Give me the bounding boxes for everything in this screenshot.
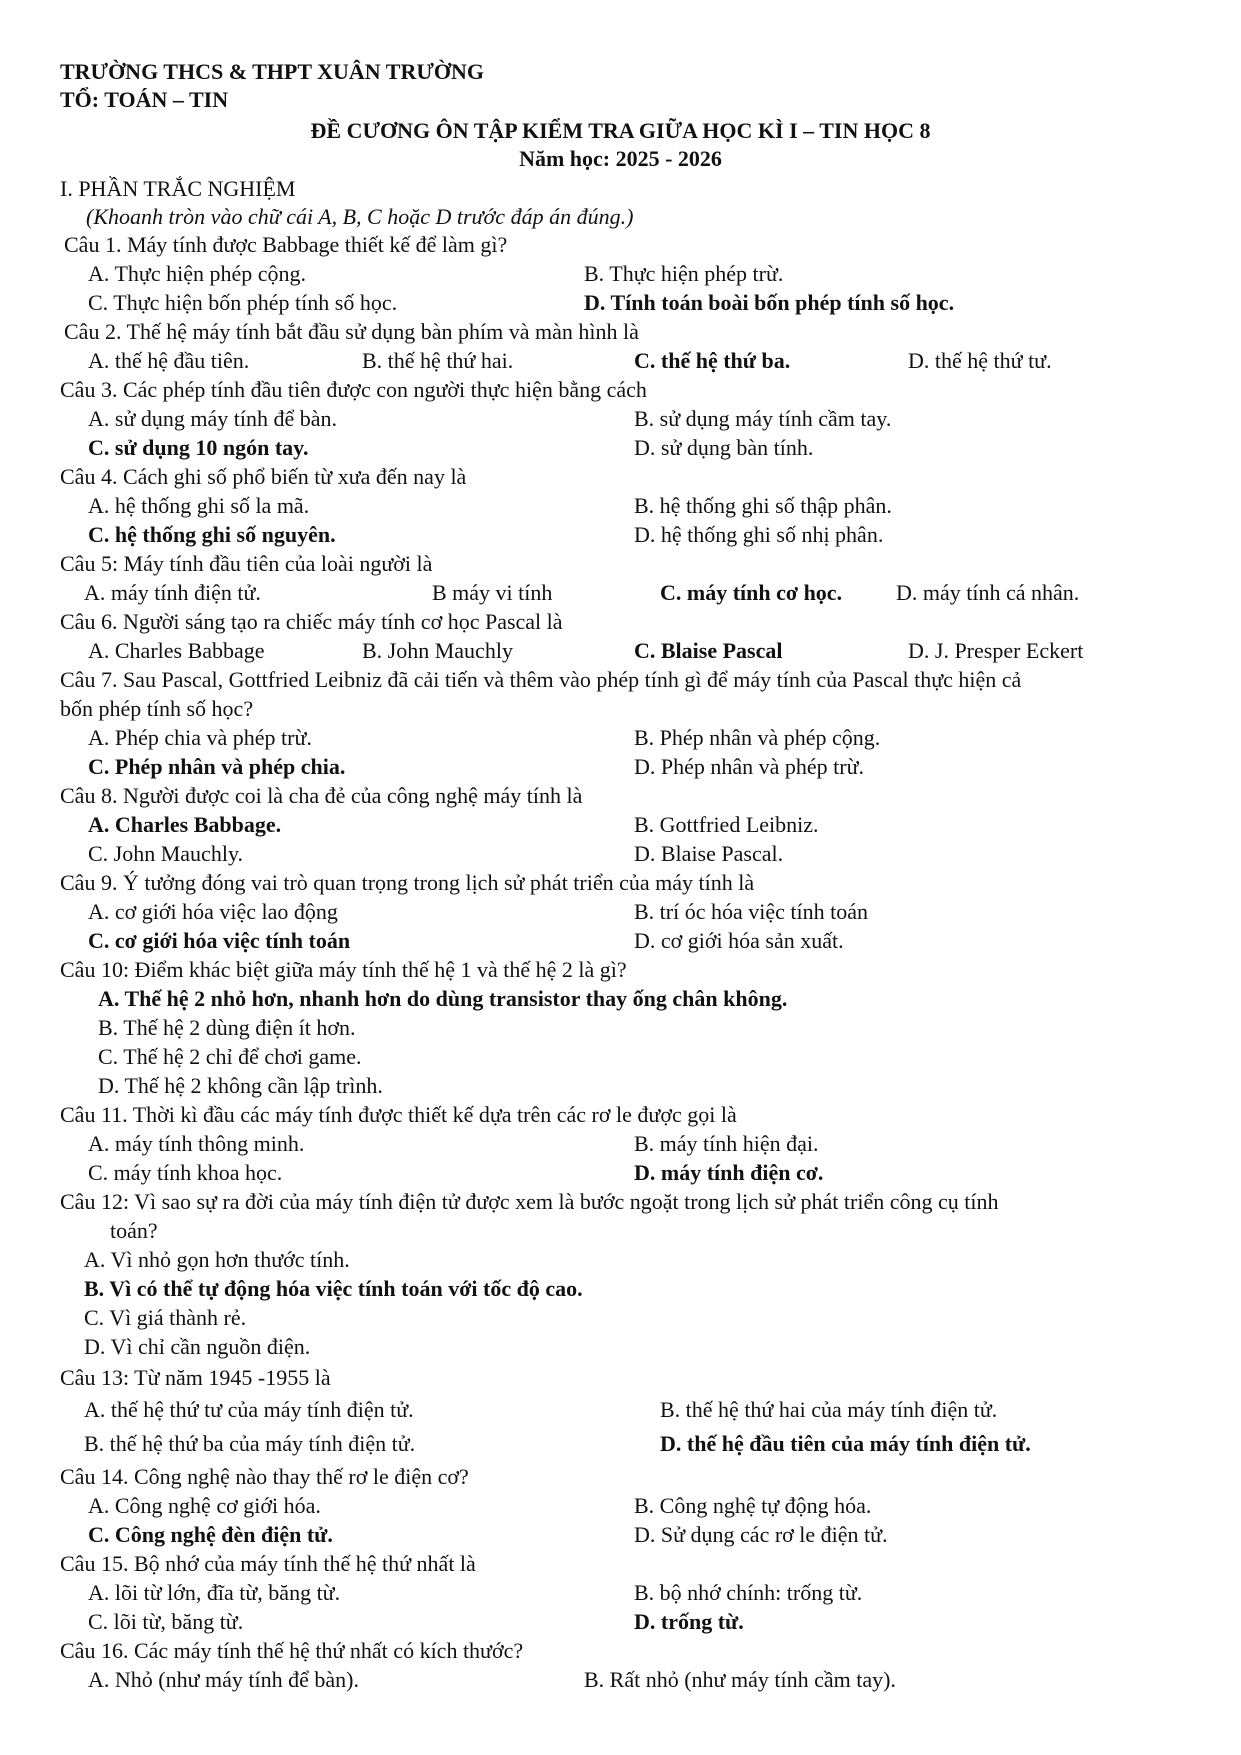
- q3-option-d: D. sử dụng bàn tính.: [634, 435, 814, 460]
- q8-option-d: D. Blaise Pascal.: [634, 841, 784, 866]
- q7-option-b: B. Phép nhân và phép cộng.: [634, 725, 881, 750]
- q13-option-a: A. thế hệ thứ tư của máy tính điện tử.: [84, 1397, 414, 1422]
- q1-option-b: B. Thực hiện phép trừ.: [584, 261, 784, 286]
- document-title: ĐỀ CƯƠNG ÔN TẬP KIỂM TRA GIỮA HỌC KÌ I – TIN HỌC 8: [310, 118, 931, 143]
- q10-option-b: B. Thế hệ 2 dùng điện ít hơn.: [98, 1015, 356, 1040]
- q13-option-d: D. thế hệ đầu tiên của máy tính điện tử.: [660, 1431, 1031, 1456]
- q6-option-a: A. Charles Babbage: [88, 638, 265, 663]
- question-16: Câu 16. Các máy tính thế hệ thứ nhất có kích thước?: [60, 1638, 524, 1663]
- question-1: Câu 1. Máy tính được Babbage thiết kế để làm gì?: [64, 232, 508, 257]
- q14-option-b: B. Công nghệ tự động hóa.: [634, 1493, 872, 1518]
- q14-option-c: C. Công nghệ đèn điện tử.: [88, 1522, 333, 1547]
- question-14: Câu 14. Công nghệ nào thay thế rơ le điện cơ?: [60, 1464, 469, 1489]
- question-5: Câu 5: Máy tính đầu tiên của loài người là: [60, 551, 433, 576]
- q12-option-d: D. Vì chỉ cần nguồn điện.: [84, 1334, 311, 1359]
- q7-option-c: C. Phép nhân và phép chia.: [88, 754, 346, 779]
- q9-option-d: D. cơ giới hóa sản xuất.: [634, 928, 844, 953]
- q12-option-a: A. Vì nhỏ gọn hơn thước tính.: [84, 1247, 350, 1272]
- department: TỔ: TOÁN – TIN: [60, 87, 229, 112]
- q4-option-b: B. hệ thống ghi số thập phân.: [634, 493, 892, 518]
- q1-option-a: A. Thực hiện phép cộng.: [88, 261, 307, 286]
- q2-option-c: C. thế hệ thứ ba.: [634, 348, 791, 373]
- q2-option-b: B. thế hệ thứ hai.: [362, 348, 514, 373]
- question-11: Câu 11. Thời kì đầu các máy tính được thiết kế dựa trên các rơ le được gọi là: [60, 1102, 737, 1127]
- q9-option-b: B. trí óc hóa việc tính toán: [634, 899, 868, 924]
- question-7: Câu 7. Sau Pascal, Gottfried Leibniz đã cải tiến và thêm vào phép tính gì để máy tính của Pascal thực hiện cả: [60, 667, 1022, 692]
- q4-option-d: D. hệ thống ghi số nhị phân.: [634, 522, 884, 547]
- q1-option-d: D. Tính toán boài bốn phép tính số học.: [584, 290, 955, 315]
- q3-option-c: C. sử dụng 10 ngón tay.: [88, 435, 309, 460]
- q5-option-a: A. máy tính điện tử.: [84, 580, 261, 605]
- q10-option-a: A. Thế hệ 2 nhỏ hơn, nhanh hơn do dùng transistor thay ống chân không.: [98, 986, 788, 1011]
- q1-option-c: C. Thực hiện bốn phép tính số học.: [88, 290, 398, 315]
- question-3: Câu 3. Các phép tính đầu tiên được con người thực hiện bằng cách: [60, 377, 647, 402]
- q5-option-d: D. máy tính cá nhân.: [896, 580, 1080, 605]
- q11-option-d: D. máy tính điện cơ.: [634, 1160, 824, 1185]
- q16-option-b: B. Rất nhỏ (như máy tính cầm tay).: [584, 1667, 896, 1692]
- q11-option-c: C. máy tính khoa học.: [88, 1160, 283, 1185]
- q13-option-c: B. thế hệ thứ ba của máy tính điện tử.: [84, 1431, 416, 1456]
- q5-option-c: C. máy tính cơ học.: [660, 580, 843, 605]
- question-8: Câu 8. Người được coi là cha đẻ của công nghệ máy tính là: [60, 783, 583, 808]
- q3-option-a: A. sử dụng máy tính để bàn.: [88, 406, 338, 431]
- q15-option-d: D. trống từ.: [634, 1609, 744, 1634]
- section-title: I. PHẦN TRẮC NGHIỆM: [60, 176, 296, 201]
- q12-option-b: B. Vì có thể tự động hóa việc tính toán với tốc độ cao.: [84, 1276, 583, 1301]
- q7-option-a: A. Phép chia và phép trừ.: [88, 725, 312, 750]
- question-12: Câu 12: Vì sao sự ra đời của máy tính điện tử được xem là bước ngoặt trong lịch sử phát triển công cụ tính: [60, 1189, 999, 1214]
- q6-option-b: B. John Mauchly: [362, 638, 513, 663]
- question-13: Câu 13: Từ năm 1945 -1955 là: [60, 1365, 331, 1390]
- question-10: Câu 10: Điểm khác biệt giữa máy tính thế hệ 1 và thế hệ 2 là gì?: [60, 957, 627, 982]
- q15-option-b: B. bộ nhớ chính: trống từ.: [634, 1580, 863, 1605]
- q14-option-d: D. Sử dụng các rơ le điện tử.: [634, 1522, 888, 1547]
- q15-option-c: C. lõi từ, băng từ.: [88, 1609, 244, 1634]
- question-4: Câu 4. Cách ghi số phổ biến từ xưa đến nay là: [60, 464, 467, 489]
- q8-option-a: A. Charles Babbage.: [88, 812, 282, 837]
- question-15: Câu 15. Bộ nhớ của máy tính thế hệ thứ nhất là: [60, 1551, 476, 1576]
- q10-option-c: C. Thế hệ 2 chỉ để chơi game.: [98, 1044, 362, 1069]
- q8-option-c: C. John Mauchly.: [88, 841, 244, 866]
- question-12-continued: toán?: [110, 1218, 158, 1243]
- question-9: Câu 9. Ý tưởng đóng vai trò quan trọng trong lịch sử phát triển của máy tính là: [60, 870, 755, 895]
- question-2: Câu 2. Thế hệ máy tính bắt đầu sử dụng bàn phím và màn hình là: [64, 319, 639, 344]
- q5-option-b: B máy vi tính: [432, 580, 553, 605]
- section-instruction: (Khoanh tròn vào chữ cái A, B, C hoặc D trước đáp án đúng.): [86, 204, 634, 229]
- school-name: TRƯỜNG THCS & THPT XUÂN TRƯỜNG: [60, 59, 484, 84]
- q9-option-a: A. cơ giới hóa việc lao động: [88, 899, 338, 924]
- q11-option-a: A. máy tính thông minh.: [88, 1131, 305, 1156]
- q2-option-d: D. thế hệ thứ tư.: [908, 348, 1052, 373]
- q4-option-c: C. hệ thống ghi số nguyên.: [88, 522, 336, 547]
- q16-option-a: A. Nhỏ (như máy tính để bàn).: [88, 1667, 359, 1692]
- q8-option-b: B. Gottfried Leibniz.: [634, 812, 819, 837]
- q9-option-c: C. cơ giới hóa việc tính toán: [88, 928, 351, 953]
- q10-option-d: D. Thế hệ 2 không cần lập trình.: [98, 1073, 383, 1098]
- question-6: Câu 6. Người sáng tạo ra chiếc máy tính cơ học Pascal là: [60, 609, 563, 634]
- q15-option-a: A. lõi từ lớn, đĩa từ, băng từ.: [88, 1580, 341, 1605]
- q2-option-a: A. thế hệ đầu tiên.: [88, 348, 250, 373]
- school-year: Năm học: 2025 - 2026: [519, 146, 722, 171]
- q4-option-a: A. hệ thống ghi số la mã.: [88, 493, 310, 518]
- q7-option-d: D. Phép nhân và phép trừ.: [634, 754, 865, 779]
- q6-option-d: D. J. Presper Eckert: [908, 638, 1084, 663]
- question-7-continued: bốn phép tính số học?: [60, 696, 254, 721]
- q3-option-b: B. sử dụng máy tính cầm tay.: [634, 406, 892, 431]
- q11-option-b: B. máy tính hiện đại.: [634, 1131, 819, 1156]
- q6-option-c: C. Blaise Pascal: [634, 638, 783, 663]
- q14-option-a: A. Công nghệ cơ giới hóa.: [88, 1493, 321, 1518]
- q13-option-b: B. thế hệ thứ hai của máy tính điện tử.: [660, 1397, 998, 1422]
- q12-option-c: C. Vì giá thành rẻ.: [84, 1305, 247, 1330]
